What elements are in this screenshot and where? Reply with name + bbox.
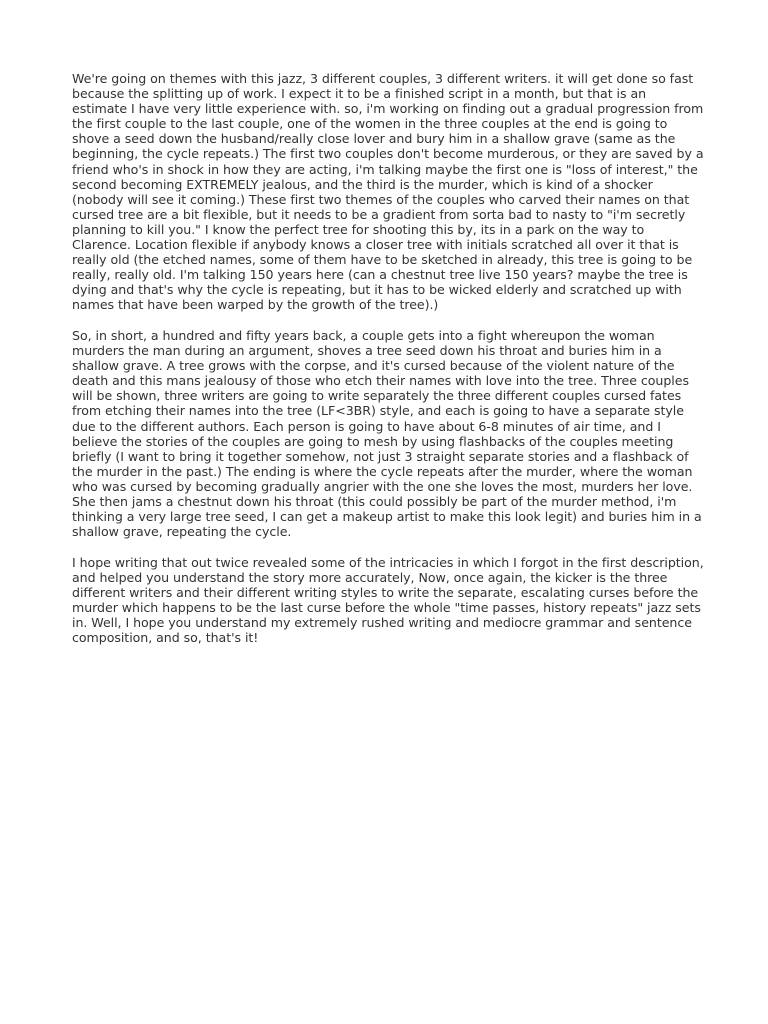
document-page <box>72 71 704 661</box>
paragraph-conclusion: I hope writing that out twice revealed some of the intricacies in which I forgot in the first description, and helped you understand the story more accurately, Now, once again, the kicker is the three different writers and their different writing styles to write the separate, escalating curses before the murder which happens to be the last curse before the whole "time passes, history repeats" jazz sets in. Well, I hope you understand my extremely rushed writing and mediocre grammar and sentence composition, and so, that's it! <box>72 554 704 646</box>
paragraph-summary: So, in short, a hundred and fifty years back, a couple gets into a fight whereupon the woman murders the man during an argument, shoves a tree seed down his throat and buries him in a shallow grave. A tree grows with the corpse, and it's cursed because of the violent nature of the death and this mans jealousy of those who etch their names with love into the tree. Three couples will be shown, three writers are going to write separately the three different couples cursed fates from etching their names into the tree (LF<3BR) style, and each is going to have a separate style due to the different authors. Each person is going to have about 6-8 minutes of air time, and I believe the stories of the couples are going to mesh by using flashbacks of the couples meeting briefly (I want to bring it together somehow, not just 3 straight separate stories and a flashback of the murder in the past.) The ending is where the cycle repeats after the murder, where the woman who was cursed by becoming gradually angrier with the one she loves the most, murders her love. She then jams a chestnut down his throat (this could possibly be part of the murder method, i'm thinking a very large tree seed, I can get a makeup artist to make this look legit) and buries him in a shallow grave, repeating the cycle. <box>72 328 702 540</box>
paragraph-themes: We're going on themes with this jazz, 3 different couples, 3 different writers. it will get done so fast because the splitting up of work. I expect it to be a finished script in a month, but that is an estimate I have very little experience with. so, i'm working on finding out a gradual progression from the first couple to the last couple, one of the women in the three couples at the end is going to shove a seed down the husband/really close lover and bury him in a shallow grave (same as the beginning, the cycle repeats.) The first two couples don't become murderous, or they are saved by a friend who's in shock in how they are acting, i'm talking maybe the first one is "loss of interest," the second becoming EXTREMELY jealous, and the third is the murder, which is kind of a shocker (nobody will see it coming.) These first two themes of the couples who carved their names on that cursed tree are a bit flexible, but it needs to be a gradient from sorta bad to nasty to "i'm secretly planning to kill you." I know the perfect tree for shooting this by, its in a park on the way to Clarence. Location flexible if anybody knows a closer tree with initials scratched all over it that is really old (the etched names, some of them have to be sketched in already, this tree is going to be really, really old. I'm talking 150 years here (can a chestnut tree live 150 years? maybe the tree is dying and that's why the cycle is repeating, but it has to be wicked elderly and scratched up with names that have been warped by the growth of the tree).) <box>72 71 704 313</box>
